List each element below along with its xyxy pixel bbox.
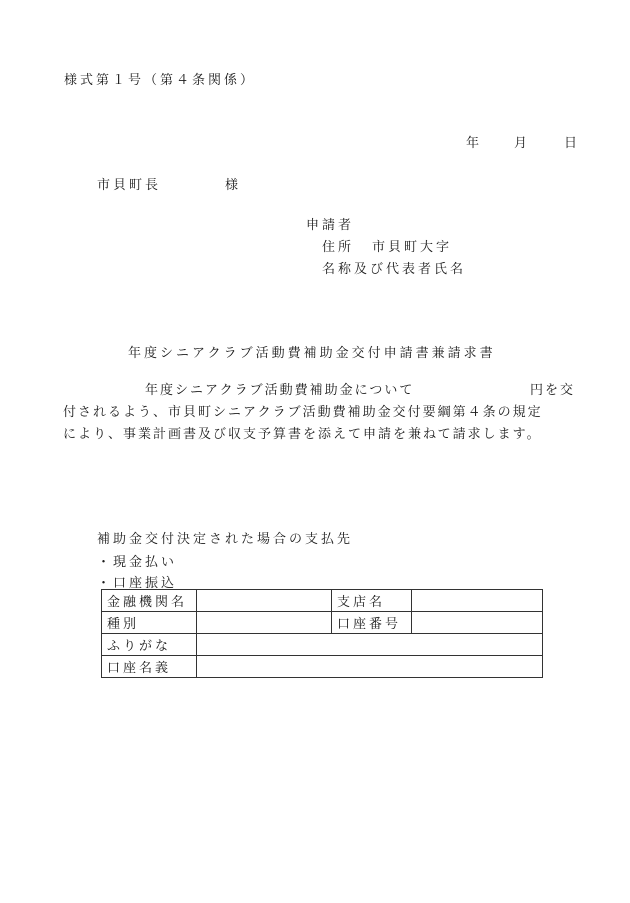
account-number-field[interactable] [412,612,543,634]
applicant-address [322,236,452,255]
body-line-1-amount-text: 円を交 [530,383,576,398]
financial-institution-field[interactable] [197,590,332,612]
address-value: 市貝町大字 [372,240,453,255]
account-type-label: 種別 [102,612,197,634]
body-line-2: 付されるよう、市貝町シニアクラブ活動費補助金交付要綱第４条の規定 [63,405,543,420]
payment-option-cash: ・現金払い [97,555,178,570]
addressee [97,174,242,193]
payment-heading: 補助金交付決定された場合の支払先 [97,532,354,547]
body-line-1-text: 年度シニアクラブ活動費補助金について [145,383,415,398]
date-month-label: 月 [514,136,531,151]
body-line-1 [63,380,583,402]
form-number: 様式第１号（第４条関係） [64,73,257,88]
applicant-name-label: 名称及び代表者氏名 [322,262,467,277]
account-type-field[interactable] [197,612,332,634]
financial-institution-label: 金融機関名 [102,590,197,612]
account-holder-label: 口座名義 [102,656,197,678]
furigana-field[interactable] [197,634,543,656]
account-holder-field[interactable] [197,656,543,678]
table-row [102,656,543,678]
date-day-label: 日 [564,136,581,151]
table-row [102,590,543,612]
table-row [102,612,543,634]
body-paragraph [63,380,583,446]
account-number-label: 口座番号 [332,612,412,634]
branch-label: 支店名 [332,590,412,612]
branch-field[interactable] [412,590,543,612]
date-year-label: 年 [466,136,483,151]
address-label: 住所 [322,240,355,255]
table-row [102,634,543,656]
payment-option-transfer: ・口座振込 [97,576,178,591]
furigana-label: ふりがな [102,634,197,656]
bank-account-table [101,589,543,678]
applicant-heading: 申請者 [306,218,355,233]
body-line-3: により、事業計画書及び収支予算書を添えて申請を兼ねて請求します。 [63,427,542,442]
addressee-honorific: 様 [225,178,242,193]
document-title: 年度シニアクラブ活動費補助金交付申請書兼請求書 [128,346,496,361]
addressee-title: 市貝町長 [97,178,162,193]
